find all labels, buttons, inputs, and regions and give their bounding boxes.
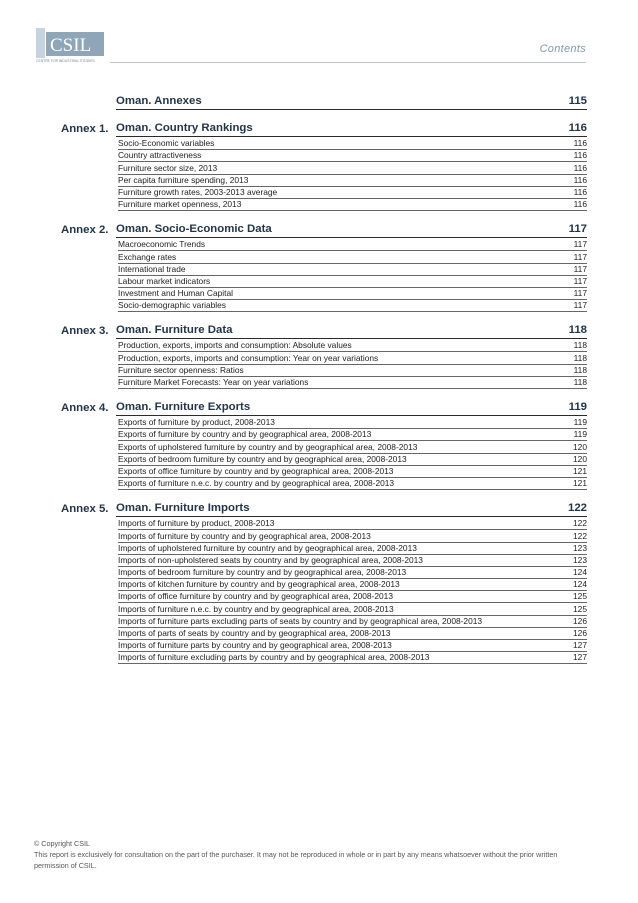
footer-copyright: © Copyright CSIL xyxy=(34,839,91,848)
toc-entry-title: Per capita furniture spending, 2013 xyxy=(118,174,249,185)
toc-annex-section xyxy=(61,501,587,664)
footer-notice: This report is exclusively for consultation on the part of the purchaser. It may not be reproduced in whole or in part by any means whatsoever without the prior written permission of CSIL. xyxy=(34,850,558,870)
toc-intro-heading[interactable] xyxy=(116,94,587,110)
toc-entry-page: 120 xyxy=(573,453,587,464)
header-divider xyxy=(110,62,586,63)
toc-entry-page: 127 xyxy=(573,652,587,663)
toc-entry[interactable] xyxy=(118,377,587,389)
annex-heading[interactable] xyxy=(116,222,587,238)
toc-entry-page: 127 xyxy=(573,640,587,651)
toc-entry[interactable] xyxy=(118,187,587,199)
toc-entry[interactable] xyxy=(118,340,587,352)
toc-entry-title: Imports of furniture excluding parts by country and by geographical area, 2008-2013 xyxy=(118,652,430,663)
toc-entry-title: Macroeconomic Trends xyxy=(118,239,206,250)
toc-entry[interactable] xyxy=(118,652,587,664)
toc-entry-title: Furniture Market Forecasts: Year on year variations xyxy=(118,377,309,387)
toc-entry-page: 118 xyxy=(573,364,587,375)
toc-entry[interactable] xyxy=(118,478,587,490)
toc-entry-page: 126 xyxy=(573,615,587,626)
toc-entry[interactable] xyxy=(118,603,587,615)
annex-page: 122 xyxy=(567,502,587,515)
annex-label: Annex 2. xyxy=(61,224,109,237)
toc-entry-title: Exports of furniture by product, 2008-2013 xyxy=(118,417,275,428)
toc-entry-page: 117 xyxy=(573,275,587,286)
toc-entry-page: 120 xyxy=(573,441,587,452)
annex-page: 117 xyxy=(568,223,587,236)
annex-label: Annex 3. xyxy=(61,325,109,338)
toc-entry-title: Imports of furniture by product, 2008-2013 xyxy=(118,518,275,529)
toc-entry-page: 116 xyxy=(573,174,587,185)
toc-entry-title: Exports of furniture n.e.c. by country and by geographical area, 2008-2013 xyxy=(118,478,395,489)
annex-title: Oman. Furniture Exports xyxy=(116,401,251,413)
annex-heading[interactable] xyxy=(116,400,587,416)
toc-entry-page: 119 xyxy=(573,429,587,440)
toc-entry[interactable] xyxy=(118,518,587,530)
toc-entry[interactable] xyxy=(118,567,587,579)
toc-entry-title: Exports of upholstered furniture by country and by geographical area, 2008-2013 xyxy=(118,441,418,452)
annex-label: Annex 1. xyxy=(61,123,109,135)
toc-entry[interactable] xyxy=(118,264,587,276)
toc-entry[interactable] xyxy=(118,352,587,364)
toc-entry-title: Country attractiveness xyxy=(118,150,202,161)
toc-entry-title: Investment and Human Capital xyxy=(118,288,233,299)
toc-entry[interactable] xyxy=(118,628,587,640)
toc-entry[interactable] xyxy=(118,199,587,211)
toc-entry-page: 126 xyxy=(573,628,587,638)
toc-intro-title: Oman. Annexes xyxy=(116,95,202,107)
table-of-contents xyxy=(0,94,638,675)
toc-entry-page: 116 xyxy=(573,138,587,149)
toc-entry[interactable] xyxy=(118,466,587,478)
toc-entry[interactable] xyxy=(118,530,587,542)
toc-entry-title: Exports of furniture by country and by geographical area, 2008-2013 xyxy=(118,429,372,440)
toc-entry[interactable] xyxy=(118,365,587,377)
toc-entry-page: 119 xyxy=(573,417,587,428)
annex-heading[interactable] xyxy=(116,121,587,137)
toc-entry-page: 116 xyxy=(573,199,587,210)
toc-entry-title: Furniture growth rates, 2003-2013 average xyxy=(118,186,278,197)
csil-logo-graphic xyxy=(36,28,106,64)
annex-entry-list xyxy=(118,518,587,664)
toc-entry[interactable] xyxy=(118,276,587,288)
toc-entry-page: 124 xyxy=(573,579,587,590)
toc-entry-title: Production, exports, imports and consumption: Absolute values xyxy=(118,340,352,351)
toc-entry-title: Exports of office furniture by country and by geographical area, 2008-2013 xyxy=(118,465,394,476)
annex-heading[interactable] xyxy=(116,501,587,517)
toc-entry-title: Exchange rates xyxy=(118,251,177,262)
toc-entry-title: Labour market indicators xyxy=(118,275,211,286)
toc-entry[interactable] xyxy=(118,162,587,174)
toc-entry-page: 116 xyxy=(573,186,587,197)
toc-entry-title: International trade xyxy=(118,263,186,274)
toc-entry[interactable] xyxy=(118,579,587,591)
toc-annex-section xyxy=(61,121,587,211)
header-title: Contents xyxy=(539,43,586,55)
annex-page: 116 xyxy=(568,122,587,134)
toc-entry-title: Exports of bedroom furniture by country and by geographical area, 2008-2013 xyxy=(118,453,407,464)
toc-entry-page: 121 xyxy=(573,478,587,489)
toc-entry[interactable] xyxy=(118,150,587,162)
annex-entry-list xyxy=(118,138,587,211)
toc-entry-page: 116 xyxy=(573,150,587,161)
toc-entry-title: Furniture market openness, 2013 xyxy=(118,199,242,210)
annex-title: Oman. Furniture Data xyxy=(116,324,233,337)
toc-entry[interactable] xyxy=(118,616,587,628)
annex-label: Annex 4. xyxy=(61,402,109,414)
logo-text: CSIL xyxy=(50,35,92,56)
toc-entry[interactable] xyxy=(118,454,587,466)
toc-entry-title: Socio-demographic variables xyxy=(118,300,226,311)
annex-title: Oman. Country Rankings xyxy=(116,122,253,134)
annex-entry-list xyxy=(118,340,587,389)
toc-entry-page: 125 xyxy=(573,591,587,602)
toc-annex-section xyxy=(61,400,587,490)
toc-entry-page: 117 xyxy=(573,251,587,262)
toc-entry-page: 123 xyxy=(573,542,587,553)
toc-entry-page: 118 xyxy=(573,340,587,351)
toc-entry-title: Furniture sector openness: Ratios xyxy=(118,364,244,375)
annex-entry-list xyxy=(118,239,587,312)
toc-entry[interactable] xyxy=(118,429,587,441)
toc-entry[interactable] xyxy=(118,591,587,603)
toc-annex-section xyxy=(61,323,587,389)
toc-intro xyxy=(116,94,587,110)
toc-entry[interactable] xyxy=(118,543,587,555)
toc-entry-page: 117 xyxy=(573,239,587,250)
toc-entry-title: Production, exports, imports and consumption: Year on year variations xyxy=(118,352,379,363)
toc-entry-title: Imports of non-upholstered seats by country and by geographical area, 2008-2013 xyxy=(118,554,423,565)
annex-page: 119 xyxy=(568,401,587,413)
toc-entry-page: 117 xyxy=(573,263,587,274)
toc-entry-page: 125 xyxy=(573,603,587,614)
annex-heading[interactable] xyxy=(116,323,587,339)
csil-logo xyxy=(36,28,106,64)
toc-entry-title: Imports of bedroom furniture by country and by geographical area, 2008-2013 xyxy=(118,567,407,578)
annex-title: Oman. Socio-Economic Data xyxy=(116,223,272,236)
toc-entry[interactable] xyxy=(118,175,587,187)
annex-title: Oman. Furniture Imports xyxy=(116,502,250,515)
toc-entry-page: 116 xyxy=(573,162,587,173)
toc-entry-title: Imports of furniture parts by country and by geographical area, 2008-2013 xyxy=(118,640,392,651)
annex-entry-list xyxy=(118,417,587,490)
toc-entry-page: 118 xyxy=(573,352,587,363)
toc-entry[interactable] xyxy=(118,239,587,251)
toc-entry[interactable] xyxy=(118,555,587,567)
toc-entry-page: 123 xyxy=(573,554,587,565)
toc-entry-title: Imports of office furniture by country and by geographical area, 2008-2013 xyxy=(118,591,393,602)
logo-subtext: CENTRE FOR INDUSTRIAL STUDIES xyxy=(36,59,95,63)
toc-annex-section xyxy=(61,222,587,312)
toc-entry-page: 122 xyxy=(573,518,587,529)
toc-entry-title: Imports of parts of seats by country and by geographical area, 2008-2013 xyxy=(118,628,391,638)
toc-entry[interactable] xyxy=(118,300,587,312)
toc-entry[interactable] xyxy=(118,441,587,453)
toc-entry-page: 124 xyxy=(573,567,587,578)
toc-entry[interactable] xyxy=(118,288,587,300)
toc-entry-title: Imports of furniture parts excluding parts of seats by country and by geographical area, 2008-2013 xyxy=(118,615,483,626)
annex-label: Annex 5. xyxy=(61,503,109,516)
toc-entry-page: 117 xyxy=(573,288,587,299)
toc-entry-title: Imports of upholstered furniture by country and by geographical area, 2008-2013 xyxy=(118,542,417,553)
toc-entry[interactable] xyxy=(118,640,587,652)
toc-entry[interactable] xyxy=(118,138,587,150)
footer xyxy=(34,838,594,871)
toc-entry-page: 117 xyxy=(573,300,587,311)
toc-entry-page: 121 xyxy=(573,465,587,476)
toc-entry-page: 118 xyxy=(573,377,587,387)
toc-intro-page: 115 xyxy=(568,95,587,107)
toc-entry-title: Imports of kitchen furniture by country and by geographical area, 2008-2013 xyxy=(118,579,400,590)
annex-page: 118 xyxy=(568,324,587,337)
toc-entry[interactable] xyxy=(118,417,587,429)
toc-entry-page: 122 xyxy=(573,530,587,541)
toc-entry-title: Socio-Economic variables xyxy=(118,138,215,149)
toc-entry-title: Imports of furniture n.e.c. by country and by geographical area, 2008-2013 xyxy=(118,603,394,614)
toc-entry[interactable] xyxy=(118,251,587,263)
toc-entry-title: Imports of furniture by country and by geographical area, 2008-2013 xyxy=(118,530,371,541)
toc-entry-title: Furniture sector size, 2013 xyxy=(118,162,218,173)
